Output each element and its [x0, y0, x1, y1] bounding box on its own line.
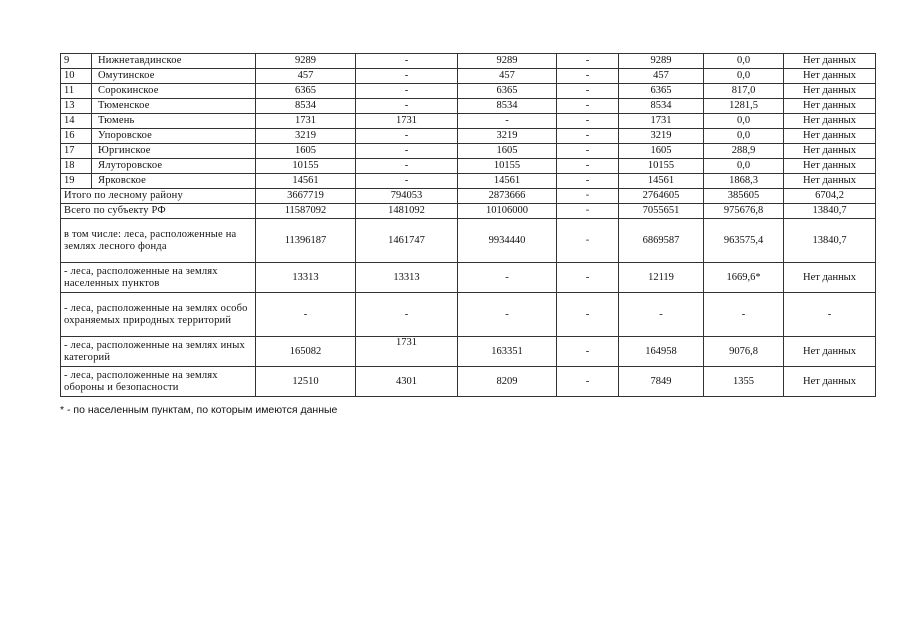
cell-c6: 0,0: [704, 69, 784, 84]
cell-c7: Нет данных: [784, 367, 876, 397]
cell-c6: 385605: [704, 189, 784, 204]
cell-c6: 1281,5: [704, 99, 784, 114]
row-index: 10: [61, 69, 92, 84]
cell-c6: 817,0: [704, 84, 784, 99]
table-row: [61, 159, 876, 174]
district-name: Сорокинское: [92, 84, 256, 99]
cell-c3: 10155: [458, 159, 557, 174]
row-index: 16: [61, 129, 92, 144]
cell-total: 457: [256, 69, 356, 84]
cell-c5: 10155: [619, 159, 704, 174]
cell-c2: -: [356, 129, 458, 144]
cell-c4: -: [557, 263, 619, 293]
cell-c3: 10106000: [458, 204, 557, 219]
cell-total: 3667719: [256, 189, 356, 204]
cell-c3: -: [458, 114, 557, 129]
cell-c2: -: [356, 159, 458, 174]
cell-c3: 163351: [458, 337, 557, 367]
cell-c6: 1669,6*: [704, 263, 784, 293]
district-name: Юргинское: [92, 144, 256, 159]
cell-c3: 8209: [458, 367, 557, 397]
cell-total: 1731: [256, 114, 356, 129]
cell-c6: 0,0: [704, 54, 784, 69]
cell-c3: -: [458, 293, 557, 337]
cell-c7: Нет данных: [784, 69, 876, 84]
cell-c4: -: [557, 204, 619, 219]
cell-c7: Нет данных: [784, 99, 876, 114]
table-row: [61, 144, 876, 159]
cell-total: 10155: [256, 159, 356, 174]
cell-c7: Нет данных: [784, 174, 876, 189]
district-name: Тюмень: [92, 114, 256, 129]
cell-c6: 0,0: [704, 114, 784, 129]
cell-c7: 13840,7: [784, 204, 876, 219]
cell-c7: Нет данных: [784, 84, 876, 99]
row-index: 17: [61, 144, 92, 159]
cell-total: 11587092: [256, 204, 356, 219]
cell-c6: 288,9: [704, 144, 784, 159]
cell-total: 6365: [256, 84, 356, 99]
cell-c6: 0,0: [704, 129, 784, 144]
cell-c6: 1868,3: [704, 174, 784, 189]
cell-c4: -: [557, 144, 619, 159]
cell-c7: Нет данных: [784, 114, 876, 129]
cell-c3: -: [458, 263, 557, 293]
cell-c3: 6365: [458, 84, 557, 99]
cell-total: 165082: [256, 337, 356, 367]
cell-c3: 3219: [458, 129, 557, 144]
protected-areas-label: - леса, расположенные на землях особо охраняемых природных территорий: [61, 293, 256, 337]
cell-c3: 14561: [458, 174, 557, 189]
cell-c5: 9289: [619, 54, 704, 69]
total-subject-label: Всего по субъекту РФ: [61, 204, 256, 219]
cell-c6: 0,0: [704, 159, 784, 174]
cell-total: 14561: [256, 174, 356, 189]
cell-total: 9289: [256, 54, 356, 69]
footnote: * - по населенным пунктам, по которым имеются данные: [60, 404, 338, 416]
district-name: Омутинское: [92, 69, 256, 84]
cell-c2: -: [356, 293, 458, 337]
cell-total: 13313: [256, 263, 356, 293]
cell-c7: Нет данных: [784, 129, 876, 144]
cell-c4: -: [557, 84, 619, 99]
cell-total: -: [256, 293, 356, 337]
defense-label: - леса, расположенные на землях обороны и безопасности: [61, 367, 256, 397]
total-district-label: Итого по лесному району: [61, 189, 256, 204]
table-row: [61, 114, 876, 129]
cell-c5: 8534: [619, 99, 704, 114]
settlements-row: [61, 263, 876, 293]
district-name: Упоровское: [92, 129, 256, 144]
table-row: [61, 69, 876, 84]
cell-c4: -: [557, 189, 619, 204]
cell-c2: -: [356, 84, 458, 99]
cell-c6: 1355: [704, 367, 784, 397]
cell-c5: 7055651: [619, 204, 704, 219]
cell-total: 1605: [256, 144, 356, 159]
district-name: Ярковское: [92, 174, 256, 189]
cell-c4: -: [557, 219, 619, 263]
cell-c4: -: [557, 159, 619, 174]
row-index: 13: [61, 99, 92, 114]
district-name: Нижнетавдинское: [92, 54, 256, 69]
table-row: [61, 129, 876, 144]
forest-fund-row: [61, 219, 876, 263]
cell-c6: 975676,8: [704, 204, 784, 219]
cell-c2: 1461747: [356, 219, 458, 263]
cell-c2: 1731: [356, 114, 458, 129]
other-categories-label: - леса, расположенные на землях иных категорий: [61, 337, 256, 367]
row-index: 19: [61, 174, 92, 189]
cell-c4: -: [557, 69, 619, 84]
cell-c5: 14561: [619, 174, 704, 189]
cell-c2: -: [356, 144, 458, 159]
cell-c6: -: [704, 293, 784, 337]
cell-c2: 794053: [356, 189, 458, 204]
row-index: 14: [61, 114, 92, 129]
cell-c5: 457: [619, 69, 704, 84]
district-name: Ялуторовское: [92, 159, 256, 174]
table-body: [61, 54, 876, 397]
cell-c4: -: [557, 54, 619, 69]
cell-c3: 1605: [458, 144, 557, 159]
cell-c3: 9934440: [458, 219, 557, 263]
cell-c2: 4301: [356, 367, 458, 397]
cell-c3: 2873666: [458, 189, 557, 204]
table-row: [61, 174, 876, 189]
table-row: [61, 99, 876, 114]
cell-c5: 1605: [619, 144, 704, 159]
cell-c5: 6365: [619, 84, 704, 99]
cell-c7: Нет данных: [784, 263, 876, 293]
cell-c4: -: [557, 114, 619, 129]
cell-c2: 13313: [356, 263, 458, 293]
forest-data-table: [60, 53, 876, 397]
cell-c5: 7849: [619, 367, 704, 397]
cell-c7: 13840,7: [784, 219, 876, 263]
cell-c2: -: [356, 54, 458, 69]
cell-total: 8534: [256, 99, 356, 114]
cell-c7: Нет данных: [784, 337, 876, 367]
table-row: [61, 54, 876, 69]
cell-c6: 963575,4: [704, 219, 784, 263]
other-categories-row: [61, 337, 876, 367]
row-index: 18: [61, 159, 92, 174]
cell-c3: 457: [458, 69, 557, 84]
cell-c4: -: [557, 367, 619, 397]
cell-c4: -: [557, 129, 619, 144]
district-name: Тюменское: [92, 99, 256, 114]
cell-c5: 3219: [619, 129, 704, 144]
cell-c2: -: [356, 174, 458, 189]
total-district-row: [61, 189, 876, 204]
cell-c7: 6704,2: [784, 189, 876, 204]
cell-c7: Нет данных: [784, 144, 876, 159]
cell-c3: 9289: [458, 54, 557, 69]
cell-c7: Нет данных: [784, 54, 876, 69]
cell-total: 12510: [256, 367, 356, 397]
cell-c6: 9076,8: [704, 337, 784, 367]
cell-c2: -: [356, 99, 458, 114]
cell-c4: -: [557, 99, 619, 114]
settlements-label: - леса, расположенные на землях населенных пунктов: [61, 263, 256, 293]
cell-c5: -: [619, 293, 704, 337]
table-row: [61, 84, 876, 99]
cell-c3: 8534: [458, 99, 557, 114]
cell-c2: 1731: [356, 337, 458, 367]
cell-c2: 1481092: [356, 204, 458, 219]
cell-c5: 164958: [619, 337, 704, 367]
cell-c5: 1731: [619, 114, 704, 129]
cell-c4: -: [557, 337, 619, 367]
cell-c5: 6869587: [619, 219, 704, 263]
cell-c4: -: [557, 174, 619, 189]
cell-c4: -: [557, 293, 619, 337]
row-index: 11: [61, 84, 92, 99]
protected-areas-row: [61, 293, 876, 337]
row-index: 9: [61, 54, 92, 69]
cell-total: 3219: [256, 129, 356, 144]
cell-c5: 2764605: [619, 189, 704, 204]
forest-fund-label: в том числе: леса, расположенные на землях лесного фонда: [61, 219, 256, 263]
cell-c7: -: [784, 293, 876, 337]
cell-total: 11396187: [256, 219, 356, 263]
cell-c2: -: [356, 69, 458, 84]
cell-c7: Нет данных: [784, 159, 876, 174]
cell-c5: 12119: [619, 263, 704, 293]
defense-row: [61, 367, 876, 397]
total-subject-row: [61, 204, 876, 219]
